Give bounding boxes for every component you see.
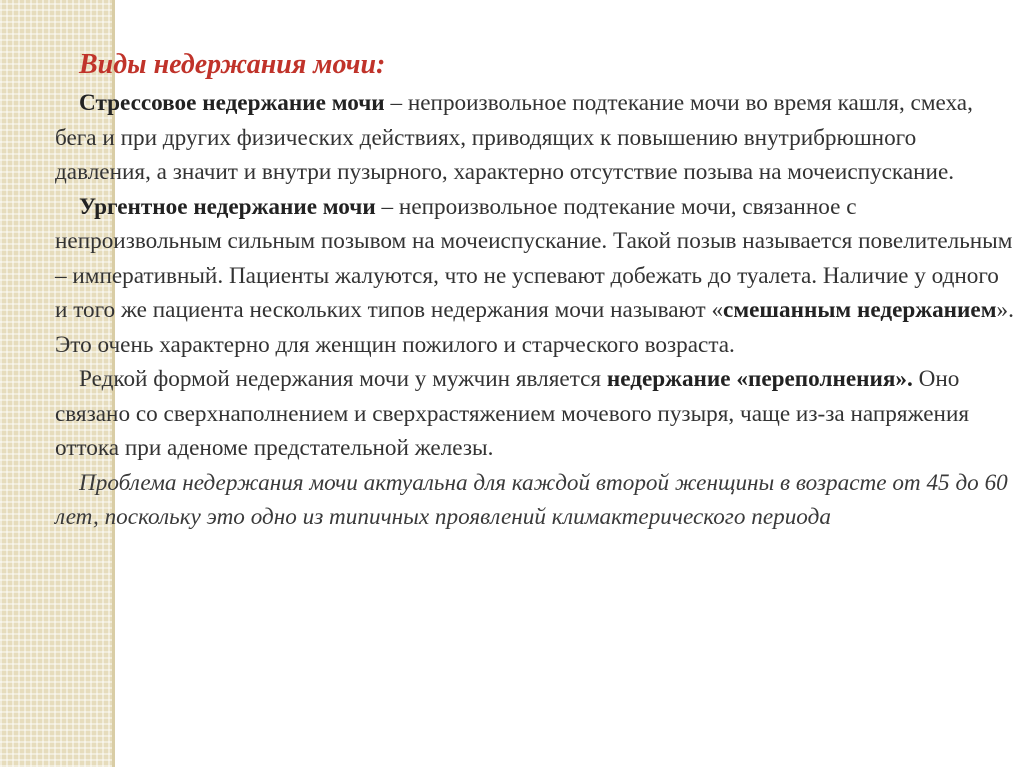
definition-stress-incontinence: – непроизвольное подтекание мочи во время кашля, смеха, бега и при других физических действиях, приводящих к повышению внутрибрюшного давления, а значит и внутри пузырного, характерно отсутствие позыва на мочеиспускание.	[55, 90, 973, 185]
term-overflow-incontinence: недержание «переполнения».	[606, 366, 913, 392]
term-mixed-incontinence: смешанным недержанием	[723, 297, 997, 323]
closing-note: Проблема недержания мочи актуальна для каждой второй женщины в возрасте от 45 до 60 лет, поскольку это одно из типичных проявлений климактерического периода	[55, 469, 1008, 530]
overflow-intro: Редкой формой недержания мочи у мужчин является	[79, 366, 607, 392]
paragraph-urge-incontinence	[55, 190, 1015, 363]
paragraph-overflow-incontinence	[55, 362, 1015, 466]
term-stress-incontinence: Стрессовое недержание мочи	[79, 90, 385, 116]
definition-urge-incontinence: – непроизвольное подтекание мочи, связанное с непроизвольным сильным позывом на мочеиспускание. Такой позыв называется повелительным – императивный. Пациенты жалуются, что не успевают добежать до туалета. Наличие у одного и того же пациента нескольких типов недержания мочи называют «	[55, 193, 1013, 323]
definition-overflow-incontinence: Оно связано со сверхнаполнением и сверхрастяжением мочевого пузыря, чаще из-за напряжения оттока при аденоме предстательной железы.	[55, 366, 970, 461]
definition-urge-incontinence-end: ». Это очень характерно для женщин пожилого и старческого возраста.	[55, 297, 1014, 358]
term-urge-incontinence: Ургентное недержание мочи	[79, 193, 376, 220]
slide-title: Виды недержания мочи:	[79, 49, 386, 80]
paragraph-stress-incontinence	[55, 86, 1015, 190]
slide-content	[55, 48, 1015, 535]
